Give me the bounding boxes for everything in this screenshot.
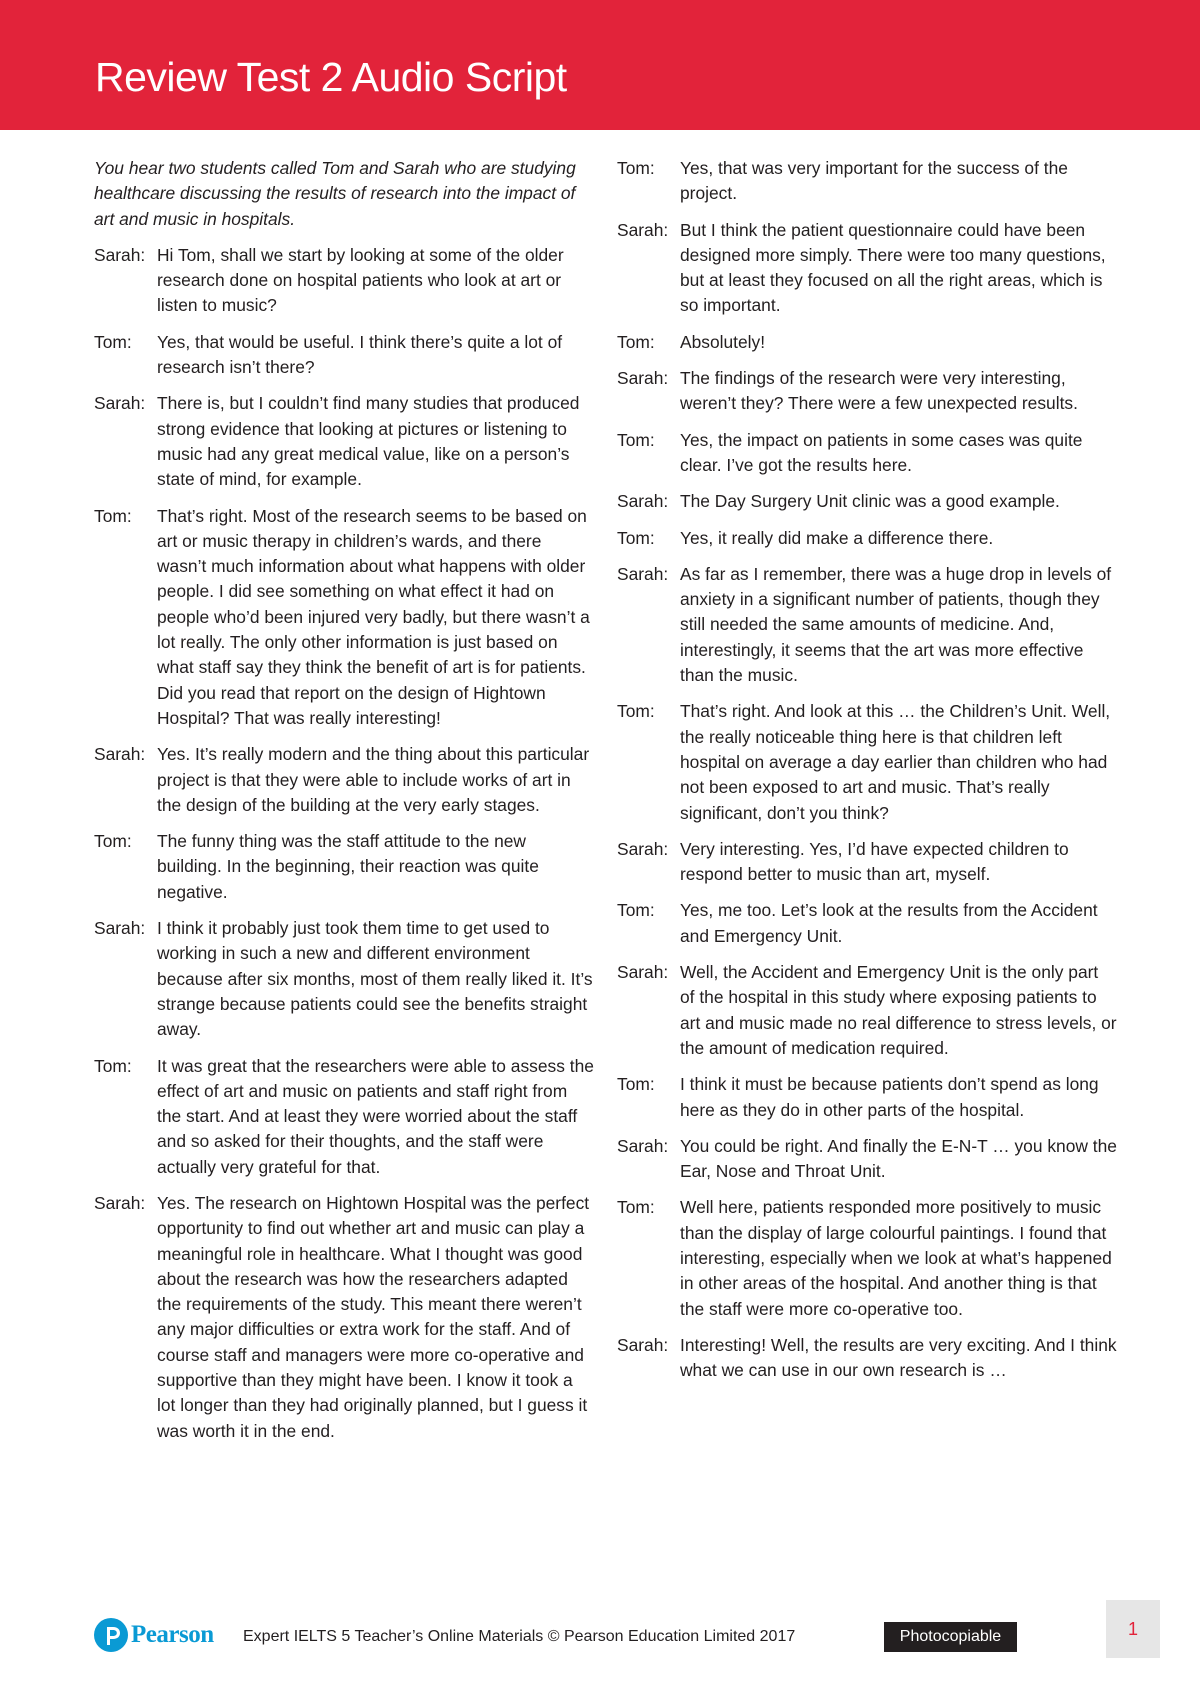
speaker-label: Sarah: — [617, 1135, 669, 1156]
dialogue-turn — [617, 366, 1117, 417]
footer — [0, 1600, 1200, 1670]
speaker-label: Sarah: — [617, 563, 669, 584]
dialogue-text: Yes, it really did make a difference there. — [680, 527, 994, 548]
dialogue-turn — [94, 330, 594, 381]
dialogue-turn — [617, 562, 1117, 688]
left-column — [94, 156, 594, 1455]
dialogue-turn — [617, 1072, 1117, 1123]
dialogue-text: The Day Surgery Unit clinic was a good example. — [680, 491, 1060, 512]
dialogue-turn — [617, 960, 1117, 1061]
speaker-label: Tom: — [94, 831, 132, 852]
speaker-label: Sarah: — [617, 219, 669, 240]
speaker-label: Tom: — [617, 331, 655, 352]
dialogue-text: Yes, the impact on patients in some cases was quite clear. I’ve got the results here. — [680, 429, 1083, 475]
dialogue-turn — [617, 330, 1117, 355]
speaker-label: Tom: — [617, 701, 655, 722]
left-dialogue-list — [94, 243, 594, 1444]
speaker-label: Sarah: — [617, 368, 669, 389]
speaker-label: Sarah: — [94, 244, 146, 265]
speaker-label: Sarah: — [617, 962, 669, 983]
dialogue-turn — [617, 489, 1117, 514]
speaker-label: Tom: — [617, 1197, 655, 1218]
dialogue-text: Yes, that would be useful. I think there’s quite a lot of research isn’t there? — [157, 331, 563, 378]
speaker-label: Tom: — [617, 527, 655, 548]
dialogue-turn — [94, 916, 594, 1042]
dialogue-text: Interesting! Well, the results are very exciting. And I think what we can use in our own research is … — [680, 1334, 1117, 1381]
dialogue-text: It was great that the researchers were able to assess the effect of art and music on patients and staff right from the start. And at least they were worried about the staff and so asked for their thoughts, and the staff were actually very grateful for that. — [157, 1055, 594, 1177]
speaker-label: Tom: — [617, 429, 655, 450]
page-title: Review Test 2 Audio Script — [95, 54, 567, 100]
dialogue-turn — [617, 1134, 1117, 1185]
dialogue-text: Yes. The research on Hightown Hospital was the perfect opportunity to find out whether art and music can play a meaningful role in healthcare. What I thought was good about the research was how the researchers adapted the requirements of the study. This meant there weren’t any major difficulties or extra work for the staff. And of course staff and managers were more co-operative and supportive than they might have been. I know it took a lot longer than they had originally planned, but I guess it was worth it in the end. — [157, 1192, 590, 1441]
pearson-logo-text: Pearson — [131, 1621, 214, 1648]
dialogue-text: Very interesting. Yes, I’d have expected children to respond better to music than art, myself. — [680, 838, 1069, 885]
intro-text: You hear two students called Tom and Sarah who are studying healthcare discussing the results of research into the impact of art and music in hospitals. — [94, 158, 576, 229]
dialogue-text: Absolutely! — [680, 331, 766, 352]
dialogue-text: The findings of the research were very interesting, weren’t they? There were a few unexpected results. — [680, 368, 1078, 414]
speaker-label: Tom: — [94, 505, 132, 526]
right-column — [617, 156, 1117, 1394]
dialogue-text: Well, the Accident and Emergency Unit is the only part of the hospital in this study where exposing patients to art and music made no real difference to stress levels, or the amount of medication required. — [680, 962, 1117, 1058]
dialogue-text: Yes, me too. Let’s look at the results from the Accident and Emergency Unit. — [680, 900, 1098, 946]
speaker-label: Sarah: — [94, 393, 146, 414]
dialogue-turn — [94, 504, 594, 732]
dialogue-text: Yes. It’s really modern and the thing about this particular project is that they were able to include works of art in the design of the building at the very early stages. — [157, 744, 590, 815]
dialogue-turn — [94, 391, 594, 492]
dialogue-turn — [94, 829, 594, 905]
dialogue-turn — [94, 243, 594, 319]
speaker-label: Tom: — [617, 1074, 655, 1095]
speaker-label: Sarah: — [94, 1192, 146, 1213]
speaker-label: Sarah: — [617, 491, 669, 512]
dialogue-text: The funny thing was the staff attitude to the new building. In the beginning, their reaction was quite negative. — [157, 831, 539, 902]
speaker-label: Sarah: — [617, 838, 669, 859]
dialogue-turn — [617, 1195, 1117, 1321]
speaker-label: Tom: — [94, 331, 132, 352]
dialogue-turn — [617, 526, 1117, 551]
dialogue-text: There is, but I couldn’t find many studies that produced strong evidence that looking at pictures or listening to music had any great medical value, like on a person’s state of mind, for example. — [157, 393, 580, 490]
speaker-label: Tom: — [617, 158, 655, 178]
header-bar — [0, 0, 1200, 130]
dialogue-turn — [94, 742, 594, 818]
pearson-logo-icon — [94, 1618, 128, 1652]
dialogue-turn — [617, 156, 1117, 207]
dialogue-turn — [617, 837, 1117, 888]
copyright-text: Expert IELTS 5 Teacher’s Online Materials © Pearson Education Limited 2017 — [243, 1628, 796, 1645]
speaker-label: Sarah: — [94, 918, 146, 939]
dialogue-turn — [617, 428, 1117, 479]
speaker-label: Sarah: — [94, 744, 146, 765]
right-dialogue-list — [617, 156, 1117, 1383]
speaker-label: Tom: — [94, 1055, 132, 1076]
dialogue-turn — [617, 1333, 1117, 1384]
dialogue-text: I think it probably just took them time to get used to working in such a new and different environment because after six months, most of them really liked it. It’s strange because patients could see the benefits straight away. — [157, 918, 593, 1040]
dialogue-turn — [94, 1054, 594, 1180]
dialogue-text: That’s right. Most of the research seems to be based on art or music therapy in children’s wards, and there wasn’t much information about what happens with older people. I did see something on what effect it had on people who’d been injured very badly, but there wasn’t a lot really. The only other information is just based on what staff say they think the benefit of art is for patients. Did you read that report on the design of Hightown Hospital? That was really interesting! — [157, 505, 590, 728]
dialogue-text: I think it must be because patients don’t spend as long here as they do in other parts of the hospital. — [680, 1074, 1099, 1120]
speaker-label: Tom: — [617, 900, 655, 921]
page-number: 1 — [1106, 1600, 1160, 1658]
dialogue-turn — [94, 1191, 594, 1444]
dialogue-turn — [617, 699, 1117, 825]
speaker-label: Sarah: — [617, 1334, 669, 1355]
photocopiable-badge: Photocopiable — [884, 1622, 1017, 1652]
dialogue-text: As far as I remember, there was a huge drop in levels of anxiety in a significant number of patients, though they still needed the same amounts of medicine. And, interestingly, it seems that the art was more effective than the music. — [680, 563, 1112, 686]
dialogue-text: Well here, patients responded more positively to music than the display of large colourful paintings. I found that interesting, especially when we look at what’s happened in other areas of the hospital. And another thing is that the staff were more co-operative too. — [680, 1197, 1112, 1319]
dialogue-text: Yes, that was very important for the success of the project. — [680, 158, 1068, 204]
dialogue-turn — [617, 218, 1117, 319]
dialogue-text: But I think the patient questionnaire could have been designed more simply. There were too many questions, but at least they focused on all the right areas, which is so important. — [680, 219, 1106, 316]
dialogue-text: That’s right. And look at this … the Children’s Unit. Well, the really noticeable thing here is that children left hospital on average a day earlier than children who had not been exposed to art and music. That’s really significant, don’t you think? — [680, 701, 1111, 823]
dialogue-turn — [617, 898, 1117, 949]
dialogue-text: You could be right. And finally the E-N-T … you know the Ear, Nose and Throat Unit. — [680, 1135, 1117, 1182]
dialogue-text: Hi Tom, shall we start by looking at some of the older research done on hospital patients who look at art or listen to music? — [157, 244, 564, 316]
